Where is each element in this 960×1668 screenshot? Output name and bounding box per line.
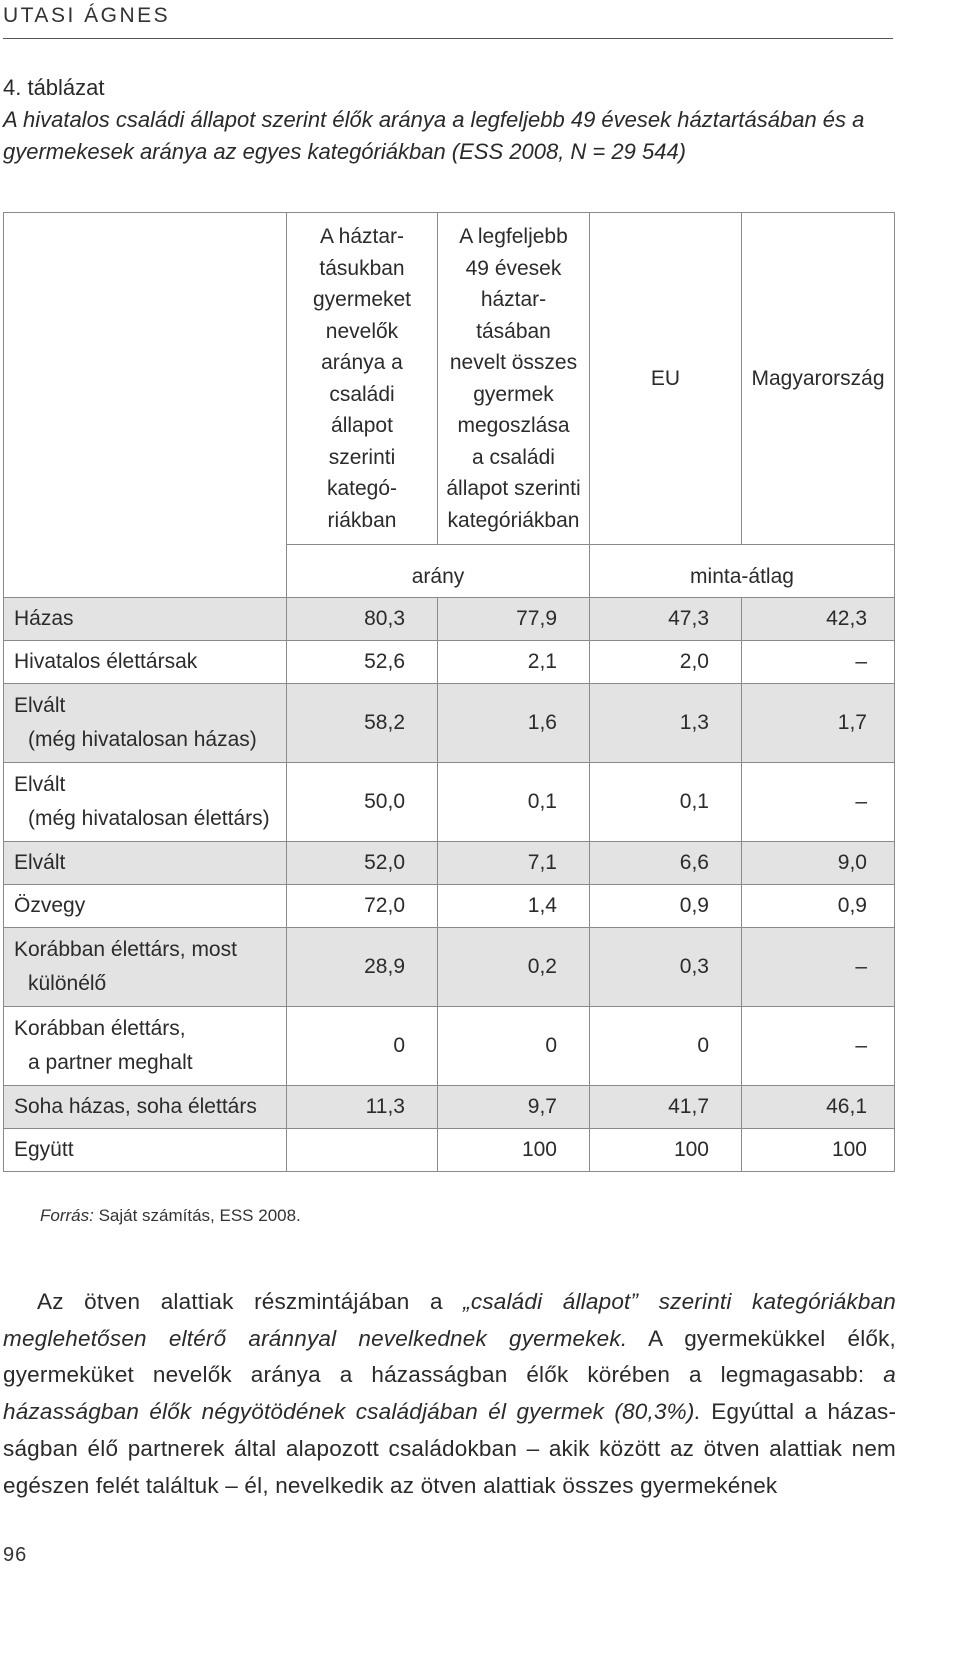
table-row <box>4 684 895 763</box>
table-row <box>4 641 895 684</box>
row-label <box>4 1007 287 1086</box>
header-group-sample-mean: minta-átlag <box>590 545 895 598</box>
cell-value: 9,0 <box>742 842 895 885</box>
cell-value: 0,2 <box>438 928 590 1007</box>
cell-value: 2,1 <box>438 641 590 684</box>
cell-value: 0 <box>287 1007 438 1086</box>
header-row <box>4 213 895 545</box>
table-label: 4. táblázat <box>3 75 105 100</box>
cell-value: 2,0 <box>590 641 742 684</box>
marital-status-table <box>3 212 895 1172</box>
cell-value: 0,1 <box>438 763 590 842</box>
cell-value: 77,9 <box>438 598 590 641</box>
row-label-line2: a partner meghalt <box>28 1051 193 1074</box>
cell-value: 0,9 <box>590 885 742 928</box>
table-row <box>4 842 895 885</box>
cell-value: 1,7 <box>742 684 895 763</box>
header-hungary: Magyarország <box>742 213 895 545</box>
header-corner <box>4 213 287 598</box>
cell-value: 1,4 <box>438 885 590 928</box>
header-group-ratio: arány <box>287 545 590 598</box>
running-head: UTASI ÁGNES <box>3 4 171 27</box>
cell-value: 0,1 <box>590 763 742 842</box>
source-label: Forrás: <box>40 1206 94 1225</box>
table-row <box>4 1086 895 1129</box>
cell-value: – <box>742 641 895 684</box>
header-children-share: A háztar- tásukban gyermeket nevelők aránya a családi állapot szerinti kategó- riákban <box>287 213 438 545</box>
row-label: Özvegy <box>4 885 287 928</box>
header-eu: EU <box>590 213 742 545</box>
cell-value: 0,3 <box>590 928 742 1007</box>
row-label <box>4 928 287 1007</box>
page-number: 96 <box>3 1544 28 1566</box>
table-row <box>4 1129 895 1172</box>
cell-value: 46,1 <box>742 1086 895 1129</box>
row-label: Házas <box>4 598 287 641</box>
row-label: Elvált <box>4 842 287 885</box>
cell-value: 72,0 <box>287 885 438 928</box>
table-row <box>4 763 895 842</box>
cell-value: – <box>742 1007 895 1086</box>
cell-value: 0 <box>590 1007 742 1086</box>
body-text-segment: Egyúttal a házasságban élő partnerek által alapozott családokban – akik között az ötven alattiak nem egészen felét találtuk – él, nevelkedik az ötven alattiak összes gyermekének <box>3 1399 896 1498</box>
cell-value: – <box>742 928 895 1007</box>
table-row <box>4 1007 895 1086</box>
table-row <box>4 928 895 1007</box>
cell-value: 0 <box>438 1007 590 1086</box>
cell-value: 0,9 <box>742 885 895 928</box>
row-label-line1: Korábban élettárs, <box>14 1017 186 1040</box>
row-label-line1: Elvált <box>14 694 66 717</box>
cell-value: 28,9 <box>287 928 438 1007</box>
cell-value <box>287 1129 438 1172</box>
cell-value: 58,2 <box>287 684 438 763</box>
body-text-segment: Az ötven alattiak részmintájában a <box>37 1289 464 1314</box>
row-label <box>4 763 287 842</box>
table-row <box>4 885 895 928</box>
body-text-segment: A gyermekükkel élők, gyermeküket nevelők aránya a házasságban élők körében a legmagasabb: <box>3 1325 897 1388</box>
cell-value: 1,6 <box>438 684 590 763</box>
cell-value: 52,0 <box>287 842 438 885</box>
cell-value: 80,3 <box>287 598 438 641</box>
table-caption <box>3 72 903 168</box>
row-label-line1: Elvált <box>14 773 66 796</box>
table-title: A hivatalos családi állapot szerint élők aránya a legfeljebb 49 évesek háztartásában és a gyermekesek aránya az egyes kategóriákban (ESS 2008, N = 29 544) <box>3 107 865 164</box>
cell-value: 47,3 <box>590 598 742 641</box>
row-label <box>4 684 287 763</box>
body-paragraph <box>3 1284 896 1504</box>
header-rule <box>3 38 893 39</box>
source-text: Saját számítás, ESS 2008. <box>93 1206 301 1225</box>
body-text-emphasis: „családi állapot” szerinti kategóriákban meglehetősen eltérő aránnyal nevelkednek gyermekek. <box>3 1289 897 1351</box>
row-label-line2: (még hivatalosan élettárs) <box>28 807 270 830</box>
header-children-distribution: A legfeljebb 49 évesek háztar- tásában nevelt összes gyermek megoszlása a családi állapot szerinti kategóriákban <box>438 213 590 545</box>
cell-value: 1,3 <box>590 684 742 763</box>
table-source-note <box>40 1206 301 1226</box>
row-label-line2: (még hivatalosan házas) <box>28 728 257 751</box>
cell-value: 50,0 <box>287 763 438 842</box>
body-text-emphasis: a házasságban élők négyötödének családjában él gyermek (80,3%). <box>3 1362 896 1425</box>
row-label: Soha házas, soha élettárs <box>4 1086 287 1129</box>
row-label: Együtt <box>4 1129 287 1172</box>
cell-value: 52,6 <box>287 641 438 684</box>
table-row <box>4 598 895 641</box>
row-label: Hivatalos élettársak <box>4 641 287 684</box>
row-label-line1: Korábban élettárs, most <box>14 938 237 961</box>
cell-value: 100 <box>590 1129 742 1172</box>
cell-value: 100 <box>742 1129 895 1172</box>
cell-value: 11,3 <box>287 1086 438 1129</box>
cell-value: 42,3 <box>742 598 895 641</box>
cell-value: 41,7 <box>590 1086 742 1129</box>
cell-value: – <box>742 763 895 842</box>
cell-value: 9,7 <box>438 1086 590 1129</box>
row-label-line2: különélő <box>28 972 107 995</box>
cell-value: 7,1 <box>438 842 590 885</box>
cell-value: 100 <box>438 1129 590 1172</box>
cell-value: 6,6 <box>590 842 742 885</box>
